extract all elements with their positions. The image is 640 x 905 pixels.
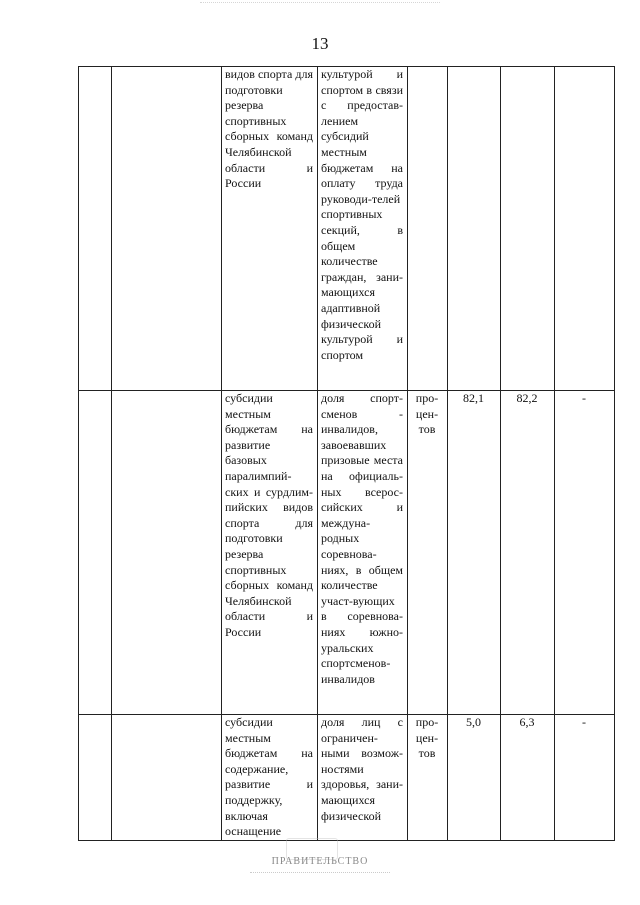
table-row (79, 391, 615, 715)
scan-marks (200, 2, 440, 7)
table-row (79, 715, 615, 841)
cell-value-1: 82,1 (448, 391, 501, 715)
cell-value-2: 6,3 (501, 715, 555, 841)
cell-empty (79, 391, 112, 715)
cell-value-3 (555, 67, 615, 391)
cell-value-2 (501, 67, 555, 391)
cell-empty (79, 715, 112, 841)
cell-unit: про-цен-тов (408, 391, 448, 715)
cell-unit (408, 67, 448, 391)
cell-empty (79, 67, 112, 391)
cell-program: субсидии местным бюджетам на содержание, развитие и поддержку, включая оснащение (222, 715, 318, 841)
cell-empty (112, 67, 222, 391)
cell-value-3: - (555, 715, 615, 841)
cell-value-2: 82,2 (501, 391, 555, 715)
cell-indicator: культурой и спортом в связи с предостав-лением субсидий местным бюджетам на оплату труда руководи-телей спортивных секций, в общем количестве граждан, зани-мающихся адаптивной физической культурой и спортом (318, 67, 408, 391)
cell-value-3: - (555, 391, 615, 715)
cell-program: видов спорта для подготовки резерва спортивных сборных команд Челябинской области и России (222, 67, 318, 391)
cell-program: субсидии местным бюджетам на развитие базовых паралимпий-ских и сурдлим-пийских видов спорта для подготовки резерва спортивных сборных команд Челябинской области и России (222, 391, 318, 715)
scan-marks (250, 872, 390, 874)
cell-value-1: 5,0 (448, 715, 501, 841)
cell-empty (112, 391, 222, 715)
indicators-table (78, 66, 615, 841)
table-row (79, 67, 615, 391)
page-number: 13 (311, 34, 329, 53)
cell-indicator: доля спорт-сменов - инвалидов, завоевавших призовые места на официаль-ных всерос-сийских и междуна-родных соревнова-ниях, в общем количестве участ-вующих в соревнова-ниях южно-уральских спортсменов-инвалидов (318, 391, 408, 715)
cell-empty (112, 715, 222, 841)
cell-indicator: доля лиц с ограничен-ными возмож-ностями здоровья, зани-мающихся физической (318, 715, 408, 841)
footer-stamp-text: ПРАВИТЕЛЬСТВО (271, 856, 369, 867)
cell-unit: про-цен-тов (408, 715, 448, 841)
cell-value-1 (448, 67, 501, 391)
